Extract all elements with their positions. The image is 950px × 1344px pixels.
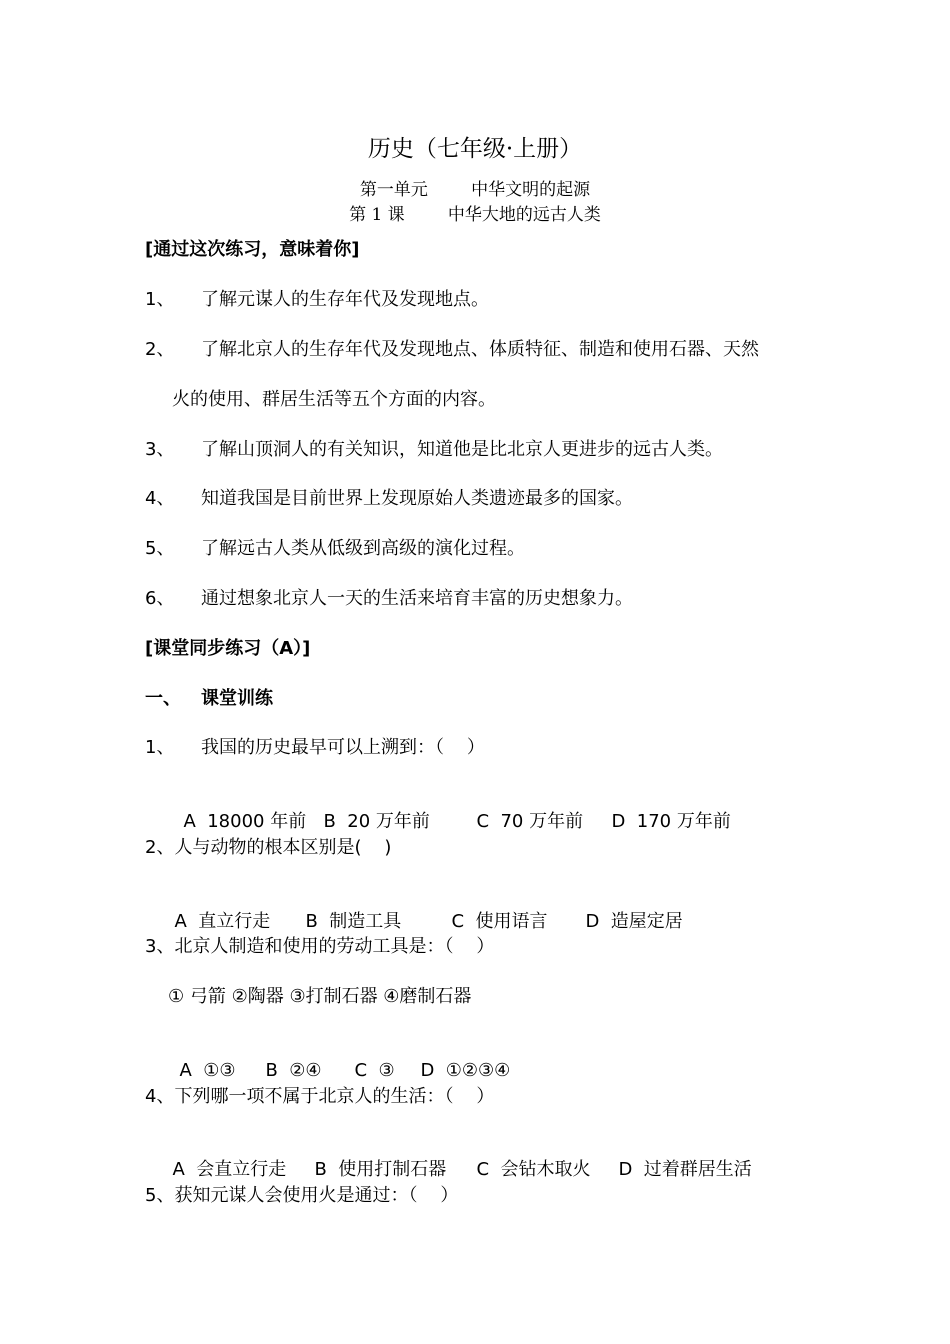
option-b: B ②④	[265, 1060, 322, 1081]
option-a: A 18000 年前	[183, 811, 307, 832]
goals-heading: [通过这次练习，意味着你]	[145, 239, 360, 260]
option-b: B 使用打制石器	[314, 1159, 447, 1180]
question-2-options	[163, 886, 683, 934]
goal-item: 1、 了解元谋人的生存年代及发现地点。	[145, 289, 489, 310]
section-heading: 一、 课堂训练	[145, 688, 273, 709]
unit-title: 第一单元 中华文明的起源	[359, 180, 591, 200]
option-d: D 过着群居生活	[618, 1159, 752, 1180]
question-4: 4、下列哪一项不属于北京人的生活：（ ）	[145, 1086, 495, 1107]
question-3-items: ① 弓箭 ②陶器 ③打制石器 ④磨制石器	[168, 986, 472, 1007]
option-c: C ③	[354, 1060, 395, 1081]
question-4-options	[161, 1134, 752, 1182]
question-3: 3、北京人制造和使用的劳动工具是：（ ）	[145, 936, 495, 957]
question-1-options	[172, 786, 731, 834]
option-c: C 70 万年前	[476, 811, 584, 832]
option-b: B 制造工具	[305, 911, 402, 932]
goal-item: 6、 通过想象北京人一天的生活来培育丰富的历史想象力。	[145, 588, 633, 609]
option-a: A 会直立行走	[172, 1159, 287, 1180]
goal-item: 2、 了解北京人的生存年代及发现地点、体质特征、制造和使用石器、天然	[145, 339, 759, 360]
option-c: C 会钻木取火	[476, 1159, 591, 1180]
option-b: B 20 万年前	[323, 811, 430, 832]
option-d: D 造屋定居	[585, 911, 683, 932]
question-1: 1、 我国的历史最早可以上溯到：（ ）	[145, 737, 485, 758]
practice-heading: [课堂同步练习（A）]	[145, 638, 311, 659]
question-5: 5、获知元谋人会使用火是通过：（ ）	[145, 1185, 459, 1206]
goal-item: 4、 知道我国是目前世界上发现原始人类遗迹最多的国家。	[145, 488, 633, 509]
question-2: 2、人与动物的根本区别是( )	[145, 837, 392, 858]
goal-item-continued: 火的使用、群居生活等五个方面的内容。	[172, 389, 496, 410]
lesson-title: 第 1 课 中华大地的远古人类	[349, 205, 601, 225]
option-d: D 170 万年前	[611, 811, 731, 832]
question-3-options	[168, 1035, 510, 1083]
page-title: 历史（七年级·上册）	[367, 136, 583, 162]
option-a: A 直立行走	[174, 911, 271, 932]
option-a: A ①③	[179, 1060, 236, 1081]
goal-item: 5、 了解远古人类从低级到高级的演化过程。	[145, 538, 525, 559]
goal-item: 3、 了解山顶洞人的有关知识，知道他是比北京人更进步的远古人类。	[145, 439, 723, 460]
option-d: D ①②③④	[420, 1060, 511, 1081]
option-c: C 使用语言	[451, 911, 548, 932]
